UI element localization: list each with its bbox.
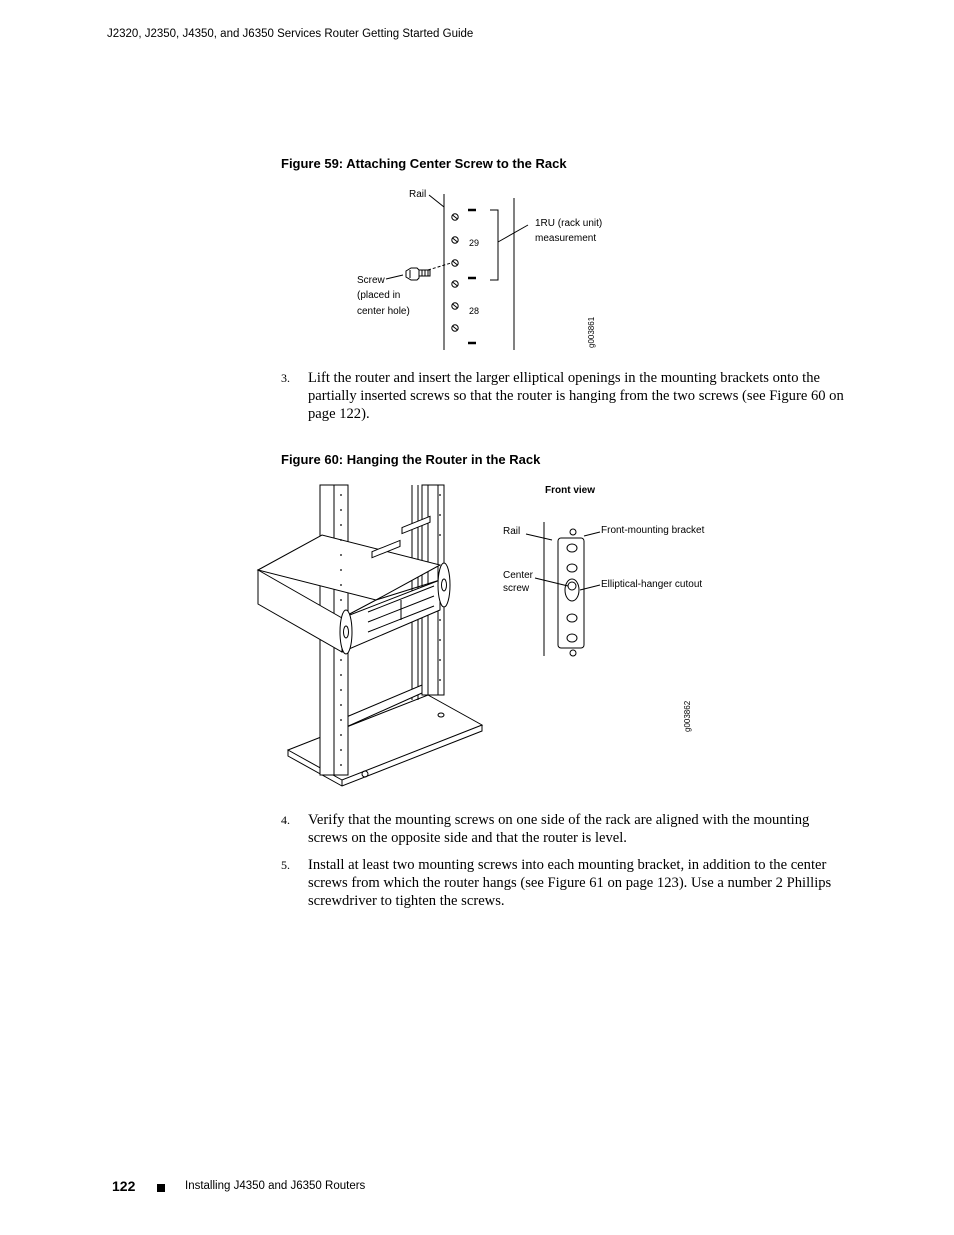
front-view-bracket-leader bbox=[584, 532, 600, 536]
step-text: Lift the router and insert the larger elliptical openings in the mounting brackets onto the partially inserted screws so that the router is hanging from the two screws (see Figure 60 on page 122). bbox=[308, 370, 844, 422]
step-text: Install at least two mounting screws into each mounting bracket, in addition to the center screws from which the router hangs (see Figure 61 on page 123). Use a number 2 Phillips screwdriver to tighten the screws. bbox=[308, 857, 832, 909]
footer-square-icon bbox=[157, 1184, 165, 1192]
center-screw-label-line1: Center bbox=[503, 570, 534, 581]
footer-section-title: Installing J4350 and J6350 Routers bbox=[185, 1180, 366, 1192]
step-5 bbox=[281, 856, 846, 910]
front-view-hole bbox=[570, 650, 576, 656]
figure-59-id: g003861 bbox=[587, 316, 596, 348]
mounting-bracket-right bbox=[438, 563, 450, 607]
step-number: 3. bbox=[281, 371, 290, 385]
step-number: 4. bbox=[281, 813, 290, 827]
page-number: 122 bbox=[112, 1178, 136, 1194]
figure-60-id: g003862 bbox=[683, 700, 692, 732]
router-vent-slots bbox=[372, 516, 430, 557]
front-view-bracket bbox=[558, 538, 584, 648]
ru-label-line2: measurement bbox=[535, 233, 597, 244]
screw-label-line1: Screw bbox=[357, 275, 385, 286]
front-bracket-label: Front-mounting bracket bbox=[601, 525, 705, 536]
unit-29-label: 29 bbox=[469, 238, 480, 248]
ru-bracket bbox=[490, 210, 498, 280]
figure-59-illustration bbox=[340, 180, 620, 352]
screw-leader-line bbox=[386, 275, 403, 279]
figure-60-illustration bbox=[250, 480, 710, 795]
front-view-label: Front view bbox=[545, 485, 596, 496]
running-header: J2320, J2350, J4350, and J6350 Services Router Getting Started Guide bbox=[107, 28, 474, 40]
screw-label-line2: (placed in bbox=[357, 290, 401, 301]
screw-label-line3: center hole) bbox=[357, 306, 410, 317]
mounting-bracket-left bbox=[340, 610, 352, 654]
unit-28-label: 28 bbox=[469, 306, 480, 316]
ru-label-line1: 1RU (rack unit) bbox=[535, 218, 603, 229]
front-view-hole bbox=[570, 529, 576, 535]
rail-leader-line bbox=[429, 195, 444, 207]
center-screw-label-line2: screw bbox=[503, 583, 530, 594]
screw-dashed-path bbox=[428, 263, 451, 270]
rail-label: Rail bbox=[409, 189, 427, 200]
front-view-rail-label: Rail bbox=[503, 526, 521, 537]
elliptical-cutout-label: Elliptical-hanger cutout bbox=[601, 579, 703, 590]
figure-59-caption: Figure 59: Attaching Center Screw to the Rack bbox=[281, 156, 567, 171]
front-view-rail-leader bbox=[526, 534, 552, 540]
step-number: 5. bbox=[281, 858, 290, 872]
screw-icon bbox=[406, 268, 430, 280]
step-4 bbox=[281, 811, 846, 847]
step-3 bbox=[281, 369, 846, 423]
figure-60-caption: Figure 60: Hanging the Router in the Rack bbox=[281, 452, 541, 467]
ru-leader-line bbox=[498, 225, 528, 242]
step-text: Verify that the mounting screws on one side of the rack are aligned with the mounting screws on the opposite side and that the router is level. bbox=[308, 812, 810, 846]
